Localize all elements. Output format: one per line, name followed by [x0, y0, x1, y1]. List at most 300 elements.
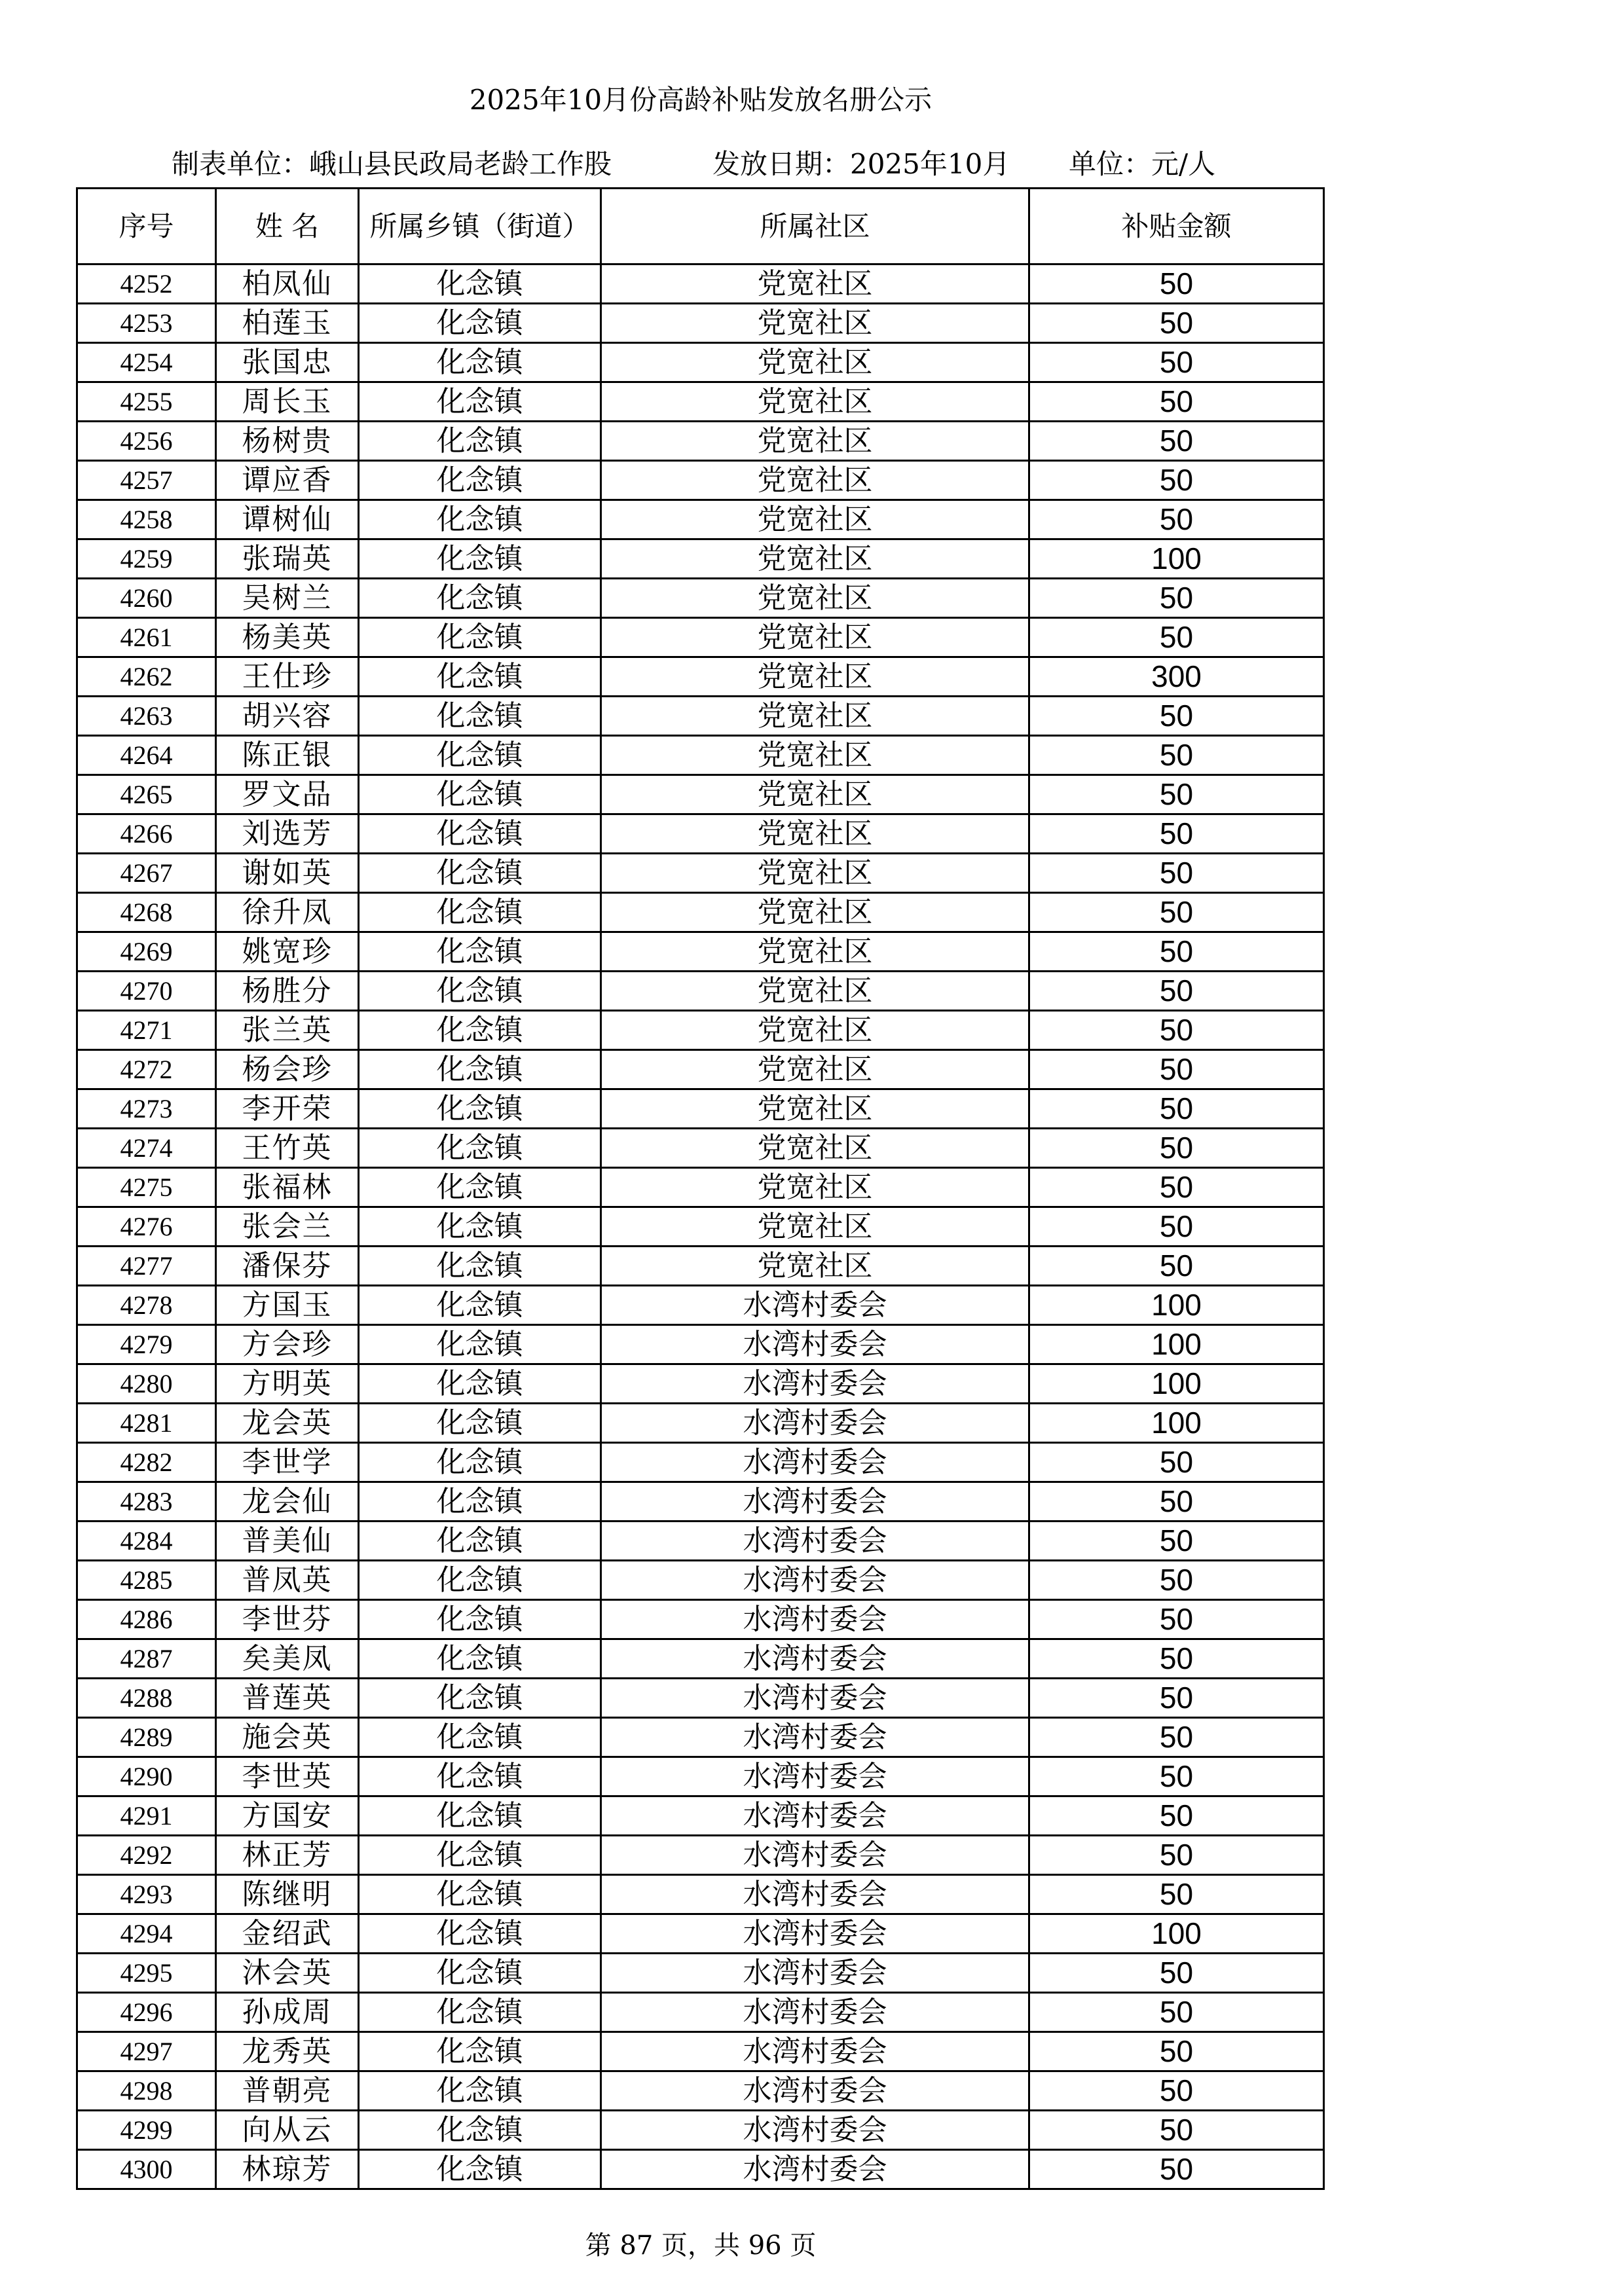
community-cell: 党宽社区 [601, 264, 1029, 304]
table-row [77, 1207, 1324, 1247]
name-cell: 施会英 [216, 1718, 359, 1757]
community-cell: 党宽社区 [601, 618, 1029, 657]
community-cell: 水湾村委会 [601, 2032, 1029, 2071]
seq-cell: 4273 [77, 1089, 216, 1129]
town-cell: 化念镇 [359, 1089, 601, 1129]
amount-cell: 50 [1029, 1679, 1324, 1718]
amount-cell: 50 [1029, 1600, 1324, 1639]
amount-cell: 300 [1029, 657, 1324, 697]
amount-cell: 50 [1029, 814, 1324, 854]
town-cell: 化念镇 [359, 422, 601, 461]
amount-cell: 50 [1029, 343, 1324, 382]
table-row [77, 1247, 1324, 1286]
table-row [77, 1718, 1324, 1757]
amount-cell: 50 [1029, 2150, 1324, 2189]
town-cell: 化念镇 [359, 1639, 601, 1679]
town-cell: 化念镇 [359, 775, 601, 814]
amount-cell: 50 [1029, 1993, 1324, 2032]
community-cell: 水湾村委会 [601, 1718, 1029, 1757]
amount-cell: 50 [1029, 1168, 1324, 1207]
name-cell: 龙会英 [216, 1404, 359, 1443]
document-title: 2025年10月份高龄补贴发放名册公示 [469, 84, 932, 116]
table-row [77, 1129, 1324, 1168]
table-row [77, 461, 1324, 500]
seq-cell: 4265 [77, 775, 216, 814]
seq-cell: 4269 [77, 932, 216, 972]
name-cell: 王竹英 [216, 1129, 359, 1168]
seq-cell: 4275 [77, 1168, 216, 1207]
community-cell: 水湾村委会 [601, 1796, 1029, 1836]
seq-cell: 4283 [77, 1482, 216, 1522]
table-row [77, 1639, 1324, 1679]
table-row [77, 1875, 1324, 1914]
seq-cell: 4276 [77, 1207, 216, 1247]
amount-cell: 50 [1029, 1757, 1324, 1796]
town-cell: 化念镇 [359, 1561, 601, 1600]
table-row [77, 304, 1324, 343]
name-cell: 矣美凤 [216, 1639, 359, 1679]
amount-cell: 50 [1029, 304, 1324, 343]
seq-cell: 4288 [77, 1679, 216, 1718]
seq-cell: 4296 [77, 1993, 216, 2032]
name-cell: 沐会英 [216, 1954, 359, 1993]
name-cell: 林琼芳 [216, 2150, 359, 2189]
amount-cell: 100 [1029, 1404, 1324, 1443]
name-cell: 谭应香 [216, 461, 359, 500]
name-cell: 王仕珍 [216, 657, 359, 697]
community-cell: 党宽社区 [601, 422, 1029, 461]
seq-cell: 4260 [77, 579, 216, 618]
table-row [77, 264, 1324, 304]
seq-cell: 4266 [77, 814, 216, 854]
seq-cell: 4281 [77, 1404, 216, 1443]
name-cell: 龙会仙 [216, 1482, 359, 1522]
seq-cell: 4300 [77, 2150, 216, 2189]
town-cell: 化念镇 [359, 1129, 601, 1168]
community-cell: 水湾村委会 [601, 1561, 1029, 1600]
town-cell: 化念镇 [359, 932, 601, 972]
community-cell: 党宽社区 [601, 932, 1029, 972]
seq-cell: 4293 [77, 1875, 216, 1914]
community-cell: 党宽社区 [601, 539, 1029, 579]
issuing-unit: 制表单位：峨山县民政局老龄工作股 [172, 148, 612, 180]
town-cell: 化念镇 [359, 697, 601, 736]
name-cell: 方会珍 [216, 1325, 359, 1364]
header-row [77, 189, 1324, 264]
town-cell: 化念镇 [359, 1757, 601, 1796]
table-row [77, 972, 1324, 1011]
table-row [77, 1757, 1324, 1796]
town-cell: 化念镇 [359, 304, 601, 343]
community-cell: 党宽社区 [601, 893, 1029, 932]
amount-cell: 50 [1029, 1875, 1324, 1914]
seq-cell: 4261 [77, 618, 216, 657]
seq-cell: 4280 [77, 1364, 216, 1404]
town-cell: 化念镇 [359, 1364, 601, 1404]
seq-cell: 4267 [77, 854, 216, 893]
name-cell: 李世芬 [216, 1600, 359, 1639]
town-cell: 化念镇 [359, 2150, 601, 2189]
community-cell: 党宽社区 [601, 814, 1029, 854]
table-row [77, 2111, 1324, 2150]
town-cell: 化念镇 [359, 500, 601, 539]
community-cell: 党宽社区 [601, 1089, 1029, 1129]
amount-cell: 50 [1029, 775, 1324, 814]
community-cell: 水湾村委会 [601, 1325, 1029, 1364]
amount-cell: 50 [1029, 854, 1324, 893]
seq-cell: 4285 [77, 1561, 216, 1600]
town-cell: 化念镇 [359, 343, 601, 382]
amount-cell: 50 [1029, 697, 1324, 736]
table-row [77, 1443, 1324, 1482]
town-cell: 化念镇 [359, 1836, 601, 1875]
amount-cell: 50 [1029, 1050, 1324, 1089]
amount-cell: 50 [1029, 1954, 1324, 1993]
seq-cell: 4295 [77, 1954, 216, 1993]
seq-cell: 4257 [77, 461, 216, 500]
community-cell: 水湾村委会 [601, 1639, 1029, 1679]
community-cell: 党宽社区 [601, 1129, 1029, 1168]
town-cell: 化念镇 [359, 539, 601, 579]
amount-cell: 100 [1029, 1286, 1324, 1325]
community-cell: 水湾村委会 [601, 1522, 1029, 1561]
name-cell: 谭树仙 [216, 500, 359, 539]
table-row [77, 579, 1324, 618]
seq-cell: 4270 [77, 972, 216, 1011]
seq-cell: 4289 [77, 1718, 216, 1757]
amount-cell: 50 [1029, 1522, 1324, 1561]
table-row [77, 932, 1324, 972]
seq-cell: 4287 [77, 1639, 216, 1679]
amount-cell: 50 [1029, 1796, 1324, 1836]
town-cell: 化念镇 [359, 618, 601, 657]
page-footer: 第 87 页，共 96 页 [585, 2231, 817, 2261]
table-row [77, 1482, 1324, 1522]
amount-cell: 100 [1029, 1325, 1324, 1364]
community-cell: 水湾村委会 [601, 1757, 1029, 1796]
town-cell: 化念镇 [359, 264, 601, 304]
seq-cell: 4290 [77, 1757, 216, 1796]
amount-cell: 50 [1029, 1011, 1324, 1050]
amount-cell: 50 [1029, 1089, 1324, 1129]
amount-cell: 50 [1029, 893, 1324, 932]
community-cell: 水湾村委会 [601, 1875, 1029, 1914]
amount-cell: 50 [1029, 618, 1324, 657]
name-cell: 向从云 [216, 2111, 359, 2150]
name-cell: 方国玉 [216, 1286, 359, 1325]
name-cell: 陈继明 [216, 1875, 359, 1914]
seq-cell: 4284 [77, 1522, 216, 1561]
town-cell: 化念镇 [359, 1875, 601, 1914]
name-cell: 杨美英 [216, 618, 359, 657]
name-cell: 李开荣 [216, 1089, 359, 1129]
table-row [77, 1679, 1324, 1718]
amount-cell: 50 [1029, 1561, 1324, 1600]
name-cell: 姚宽珍 [216, 932, 359, 972]
name-cell: 方明英 [216, 1364, 359, 1404]
amount-cell: 100 [1029, 539, 1324, 579]
seq-cell: 4271 [77, 1011, 216, 1050]
amount-cell: 50 [1029, 422, 1324, 461]
community-cell: 水湾村委会 [601, 1404, 1029, 1443]
table-row [77, 854, 1324, 893]
amount-cell: 50 [1029, 1639, 1324, 1679]
community-cell: 水湾村委会 [601, 2150, 1029, 2189]
amount-cell: 50 [1029, 579, 1324, 618]
seq-cell: 4298 [77, 2071, 216, 2111]
town-cell: 化念镇 [359, 1993, 601, 2032]
seq-cell: 4263 [77, 697, 216, 736]
table-row [77, 2071, 1324, 2111]
seq-cell: 4277 [77, 1247, 216, 1286]
town-cell: 化念镇 [359, 736, 601, 775]
town-cell: 化念镇 [359, 1600, 601, 1639]
amount-cell: 50 [1029, 1129, 1324, 1168]
amount-cell: 50 [1029, 2071, 1324, 2111]
town-cell: 化念镇 [359, 2071, 601, 2111]
table-row [77, 343, 1324, 382]
town-cell: 化念镇 [359, 2111, 601, 2150]
header-community: 所属社区 [601, 189, 1029, 264]
community-cell: 党宽社区 [601, 736, 1029, 775]
amount-cell: 50 [1029, 264, 1324, 304]
seq-cell: 4262 [77, 657, 216, 697]
name-cell: 徐升凤 [216, 893, 359, 932]
name-cell: 杨会珍 [216, 1050, 359, 1089]
name-cell: 吴树兰 [216, 579, 359, 618]
town-cell: 化念镇 [359, 893, 601, 932]
name-cell: 柏凤仙 [216, 264, 359, 304]
table-row [77, 1561, 1324, 1600]
community-cell: 党宽社区 [601, 1168, 1029, 1207]
table-row [77, 1286, 1324, 1325]
community-cell: 党宽社区 [601, 775, 1029, 814]
town-cell: 化念镇 [359, 2032, 601, 2071]
name-cell: 普美仙 [216, 1522, 359, 1561]
town-cell: 化念镇 [359, 972, 601, 1011]
seq-cell: 4258 [77, 500, 216, 539]
name-cell: 陈正银 [216, 736, 359, 775]
name-cell: 金绍武 [216, 1914, 359, 1954]
community-cell: 党宽社区 [601, 1247, 1029, 1286]
table-row [77, 2150, 1324, 2189]
seq-cell: 4254 [77, 343, 216, 382]
amount-cell: 50 [1029, 1207, 1324, 1247]
name-cell: 普莲英 [216, 1679, 359, 1718]
amount-cell: 50 [1029, 932, 1324, 972]
amount-cell: 50 [1029, 2032, 1324, 2071]
name-cell: 张福林 [216, 1168, 359, 1207]
community-cell: 党宽社区 [601, 657, 1029, 697]
seq-cell: 4259 [77, 539, 216, 579]
community-cell: 水湾村委会 [601, 1954, 1029, 1993]
name-cell: 罗文品 [216, 775, 359, 814]
table-row [77, 382, 1324, 422]
town-cell: 化念镇 [359, 1050, 601, 1089]
name-cell: 张兰英 [216, 1011, 359, 1050]
table-header [77, 189, 1324, 264]
table-row [77, 1364, 1324, 1404]
amount-cell: 50 [1029, 461, 1324, 500]
currency-unit: 单位：元/人 [1069, 148, 1216, 180]
town-cell: 化念镇 [359, 1796, 601, 1836]
name-cell: 柏莲玉 [216, 304, 359, 343]
town-cell: 化念镇 [359, 1443, 601, 1482]
table-row [77, 893, 1324, 932]
table-row [77, 1011, 1324, 1050]
town-cell: 化念镇 [359, 1718, 601, 1757]
table-row [77, 539, 1324, 579]
seq-cell: 4253 [77, 304, 216, 343]
name-cell: 张瑞英 [216, 539, 359, 579]
header-seq: 序号 [77, 189, 216, 264]
amount-cell: 50 [1029, 2111, 1324, 2150]
seq-cell: 4294 [77, 1914, 216, 1954]
community-cell: 水湾村委会 [601, 1836, 1029, 1875]
header-name: 姓 名 [216, 189, 359, 264]
name-cell: 胡兴容 [216, 697, 359, 736]
town-cell: 化念镇 [359, 1011, 601, 1050]
table-row [77, 422, 1324, 461]
community-cell: 党宽社区 [601, 1050, 1029, 1089]
header-amount: 补贴金额 [1029, 189, 1324, 264]
name-cell: 李世英 [216, 1757, 359, 1796]
table-row [77, 1914, 1324, 1954]
seq-cell: 4291 [77, 1796, 216, 1836]
town-cell: 化念镇 [359, 1207, 601, 1247]
name-cell: 杨树贵 [216, 422, 359, 461]
table-row [77, 1168, 1324, 1207]
table-row [77, 697, 1324, 736]
town-cell: 化念镇 [359, 657, 601, 697]
name-cell: 谢如英 [216, 854, 359, 893]
name-cell: 潘保芬 [216, 1247, 359, 1286]
name-cell: 杨胜分 [216, 972, 359, 1011]
town-cell: 化念镇 [359, 382, 601, 422]
town-cell: 化念镇 [359, 1522, 601, 1561]
seq-cell: 4264 [77, 736, 216, 775]
name-cell: 张国忠 [216, 343, 359, 382]
amount-cell: 50 [1029, 382, 1324, 422]
issue-date: 发放日期：2025年10月 [712, 148, 1010, 180]
community-cell: 党宽社区 [601, 1207, 1029, 1247]
seq-cell: 4256 [77, 422, 216, 461]
table-row [77, 1089, 1324, 1129]
table-row [77, 1600, 1324, 1639]
community-cell: 水湾村委会 [601, 2071, 1029, 2111]
table-row [77, 1325, 1324, 1364]
community-cell: 水湾村委会 [601, 1679, 1029, 1718]
community-cell: 水湾村委会 [601, 1364, 1029, 1404]
table-row [77, 1796, 1324, 1836]
town-cell: 化念镇 [359, 1325, 601, 1364]
seq-cell: 4282 [77, 1443, 216, 1482]
table-row [77, 2032, 1324, 2071]
table-row [77, 1522, 1324, 1561]
community-cell: 水湾村委会 [601, 1993, 1029, 2032]
seq-cell: 4299 [77, 2111, 216, 2150]
community-cell: 党宽社区 [601, 697, 1029, 736]
community-cell: 水湾村委会 [601, 2111, 1029, 2150]
seq-cell: 4252 [77, 264, 216, 304]
name-cell: 方国安 [216, 1796, 359, 1836]
amount-cell: 50 [1029, 972, 1324, 1011]
community-cell: 党宽社区 [601, 343, 1029, 382]
table-row [77, 736, 1324, 775]
table-row [77, 500, 1324, 539]
seq-cell: 4292 [77, 1836, 216, 1875]
town-cell: 化念镇 [359, 1482, 601, 1522]
community-cell: 党宽社区 [601, 854, 1029, 893]
name-cell: 刘选芳 [216, 814, 359, 854]
town-cell: 化念镇 [359, 1168, 601, 1207]
table-row [77, 775, 1324, 814]
community-cell: 党宽社区 [601, 500, 1029, 539]
seq-cell: 4255 [77, 382, 216, 422]
town-cell: 化念镇 [359, 1914, 601, 1954]
community-cell: 党宽社区 [601, 1011, 1029, 1050]
seq-cell: 4274 [77, 1129, 216, 1168]
amount-cell: 100 [1029, 1914, 1324, 1954]
seq-cell: 4278 [77, 1286, 216, 1325]
amount-cell: 50 [1029, 1443, 1324, 1482]
name-cell: 林正芳 [216, 1836, 359, 1875]
town-cell: 化念镇 [359, 1679, 601, 1718]
community-cell: 党宽社区 [601, 579, 1029, 618]
table-row [77, 814, 1324, 854]
seq-cell: 4297 [77, 2032, 216, 2071]
seq-cell: 4268 [77, 893, 216, 932]
amount-cell: 100 [1029, 1364, 1324, 1404]
table-row [77, 618, 1324, 657]
seq-cell: 4279 [77, 1325, 216, 1364]
community-cell: 党宽社区 [601, 304, 1029, 343]
community-cell: 水湾村委会 [601, 1286, 1029, 1325]
name-cell: 张会兰 [216, 1207, 359, 1247]
amount-cell: 50 [1029, 500, 1324, 539]
name-cell: 孙成周 [216, 1993, 359, 2032]
seq-cell: 4286 [77, 1600, 216, 1639]
town-cell: 化念镇 [359, 1954, 601, 1993]
town-cell: 化念镇 [359, 461, 601, 500]
town-cell: 化念镇 [359, 1404, 601, 1443]
name-cell: 李世学 [216, 1443, 359, 1482]
town-cell: 化念镇 [359, 1286, 601, 1325]
community-cell: 水湾村委会 [601, 1914, 1029, 1954]
town-cell: 化念镇 [359, 814, 601, 854]
seq-cell: 4272 [77, 1050, 216, 1089]
table-row [77, 1050, 1324, 1089]
name-cell: 普凤英 [216, 1561, 359, 1600]
community-cell: 党宽社区 [601, 382, 1029, 422]
town-cell: 化念镇 [359, 854, 601, 893]
table-body [77, 264, 1324, 2189]
community-cell: 党宽社区 [601, 972, 1029, 1011]
amount-cell: 50 [1029, 1247, 1324, 1286]
community-cell: 党宽社区 [601, 461, 1029, 500]
community-cell: 水湾村委会 [601, 1443, 1029, 1482]
town-cell: 化念镇 [359, 1247, 601, 1286]
table-row [77, 1836, 1324, 1875]
amount-cell: 50 [1029, 736, 1324, 775]
amount-cell: 50 [1029, 1718, 1324, 1757]
amount-cell: 50 [1029, 1482, 1324, 1522]
table-row [77, 1404, 1324, 1443]
amount-cell: 50 [1029, 1836, 1324, 1875]
header-town: 所属乡镇（街道） [359, 189, 601, 264]
subsidy-table [76, 187, 1325, 2190]
name-cell: 龙秀英 [216, 2032, 359, 2071]
